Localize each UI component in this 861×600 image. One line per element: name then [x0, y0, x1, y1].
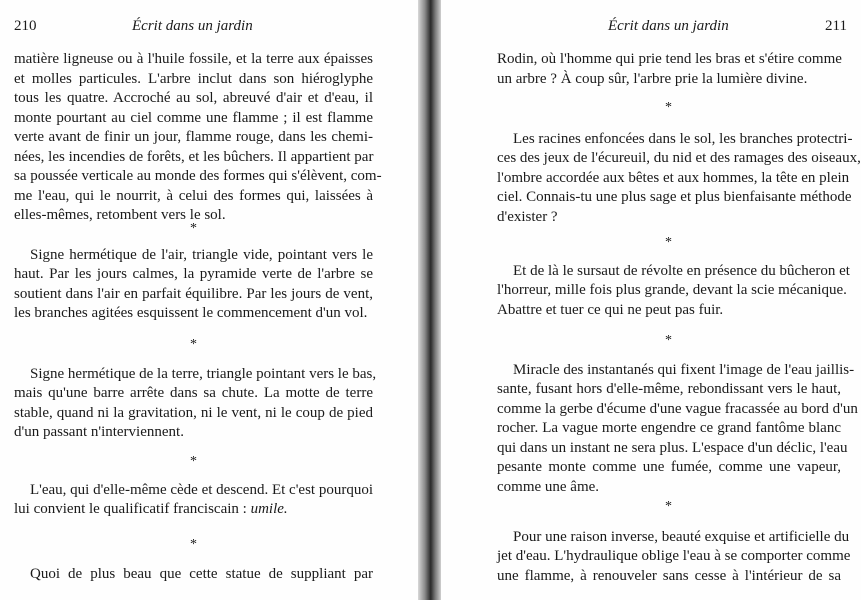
- paragraph: [497, 50, 841, 89]
- text-line: comme la gerbe d'écume d'une vague fracassée au bord d'un: [497, 400, 858, 417]
- text-line: l'horreur, mille fois plus grande, devant la scie mécanique.: [497, 282, 847, 298]
- paragraph: [14, 50, 382, 226]
- text-line: sa poussée verticale au monde des formes qui s'élèvent, com-: [14, 168, 382, 184]
- paragraph: [30, 365, 377, 385]
- text-line: stable, quand ni la gravitation, ni le vent, ni le coup de pied: [14, 404, 373, 421]
- text-line: tous les quatre. Accroché au sol, abreuvé d'air et d'eau, il: [14, 90, 373, 106]
- book-gutter: [418, 0, 441, 600]
- paragraph-continued: [497, 281, 847, 320]
- text-line: verte avant de finir un jour, flamme rouge, dans les chemi-: [14, 129, 373, 145]
- paragraph: [30, 565, 373, 585]
- section-separator: *: [190, 537, 197, 552]
- text-line: ciel. Connais-tu une plus sage et plus bienfaisante méthode: [497, 189, 852, 205]
- paragraph-continued: [14, 500, 373, 520]
- text-line: Abattre et tuer ce qui ne peut pas fuir.: [497, 301, 724, 318]
- running-title: Écrit dans un jardin: [608, 18, 729, 34]
- text-line: un arbre ? À coup sûr, l'arbre prie la lumière divine.: [497, 70, 808, 87]
- text-line: Signe hermétique de l'air, triangle vide, pointant vers le: [30, 247, 373, 263]
- text-line: Quoi de plus beau que cette statue de suppliant par: [30, 566, 373, 582]
- right-page: [441, 0, 861, 600]
- text-line: sante, fusant hors d'elle-même, rebondissant vers le haut,: [497, 381, 841, 397]
- text-line: haut. Par les jours calmes, la pyramide verte de l'arbre se: [14, 266, 373, 282]
- text-line: et molles particules. L'arbre inclut dans son hiéroglyphe: [14, 70, 373, 87]
- left-page: [0, 0, 418, 600]
- text-line: L'eau, qui d'elle-même cède et descend. Et c'est pourquoi: [30, 482, 373, 498]
- section-separator: *: [190, 337, 197, 352]
- text-line: l'ombre accordée aux bêtes et aux hommes, la tête en plein: [497, 169, 850, 186]
- text-line: jet d'eau. L'hydraulique oblige l'eau à se comporter comme: [497, 548, 851, 564]
- paragraph-continued: [497, 547, 851, 586]
- paragraph-continued: [497, 149, 861, 227]
- text-segment: lui convient le qualificatif franciscain :: [14, 501, 251, 517]
- page-number: 210: [14, 18, 37, 34]
- text-line: nées, les incendies de forêts, et les bûchers. Il appartient par: [14, 148, 374, 165]
- section-separator: *: [190, 221, 197, 236]
- section-separator: *: [665, 100, 672, 115]
- text-line: soutient dans l'air en parfait équilibre. Par les jours de vent,: [14, 285, 373, 302]
- text-line: qui dans un instant ne sera plus. L'espace d'un déclic, l'eau: [497, 439, 848, 456]
- paragraph: [513, 528, 850, 548]
- text-line: d'un passant n'interviennent.: [14, 424, 184, 440]
- text-line: mais qu'une barre arrête dans sa chute. La motte de terre: [14, 385, 373, 401]
- text-line: matière ligneuse ou à l'huile fossile, et la terre aux épaisses: [14, 51, 373, 67]
- section-separator: *: [665, 235, 672, 250]
- text-line: [14, 500, 373, 520]
- text-line: rocher. La vague morte engendre ce grand fantôme blanc: [497, 420, 841, 436]
- text-line: monte pourtant au ciel comme une flamme ; il est flamme: [14, 109, 373, 126]
- paragraph: [30, 481, 373, 501]
- text-line: ces des jeux de l'écureuil, du nid et des ramages des oiseaux,: [497, 150, 861, 166]
- section-separator: *: [665, 499, 672, 514]
- paragraph-continued: [497, 380, 858, 497]
- italic-word: umile.: [250, 501, 288, 517]
- paragraph: [513, 361, 855, 381]
- text-line: me l'eau, qui le nourrit, à celui des formes qui, laissées à: [14, 187, 373, 204]
- text-line: Miracle des instantanés qui fixent l'image de l'eau jaillis-: [513, 362, 855, 378]
- paragraph: [513, 262, 850, 282]
- paragraph: [30, 246, 373, 266]
- running-title: Écrit dans un jardin: [132, 18, 253, 34]
- paragraph-continued: [14, 384, 373, 443]
- page-number: 211: [825, 18, 847, 34]
- text-line: Pour une raison inverse, beauté exquise et artificielle du: [513, 529, 850, 545]
- paragraph-continued: [14, 265, 373, 324]
- text-line: Les racines enfoncées dans le sol, les branches protectri-: [513, 131, 853, 147]
- text-line: Et de là le sursaut de révolte en présence du bûcheron et: [513, 263, 850, 279]
- text-line: elles-mêmes, retombent vers le sol.: [14, 207, 226, 223]
- section-separator: *: [665, 333, 672, 348]
- text-line: Rodin, où l'homme qui prie tend les bras et s'étire comme: [497, 51, 842, 67]
- text-line: Signe hermétique de la terre, triangle pointant vers le bas,: [30, 366, 377, 382]
- text-line: d'exister ?: [497, 208, 558, 225]
- section-separator: *: [190, 454, 197, 469]
- text-line: comme une âme.: [497, 478, 600, 495]
- text-line: les branches agitées esquissent le commencement d'un vol.: [14, 305, 368, 321]
- text-line: une flamme, à renouveler sans cesse à l'intérieur de sa: [497, 567, 841, 584]
- paragraph: [513, 130, 853, 150]
- text-line: pesante monte comme une fumée, comme une vapeur,: [497, 459, 841, 475]
